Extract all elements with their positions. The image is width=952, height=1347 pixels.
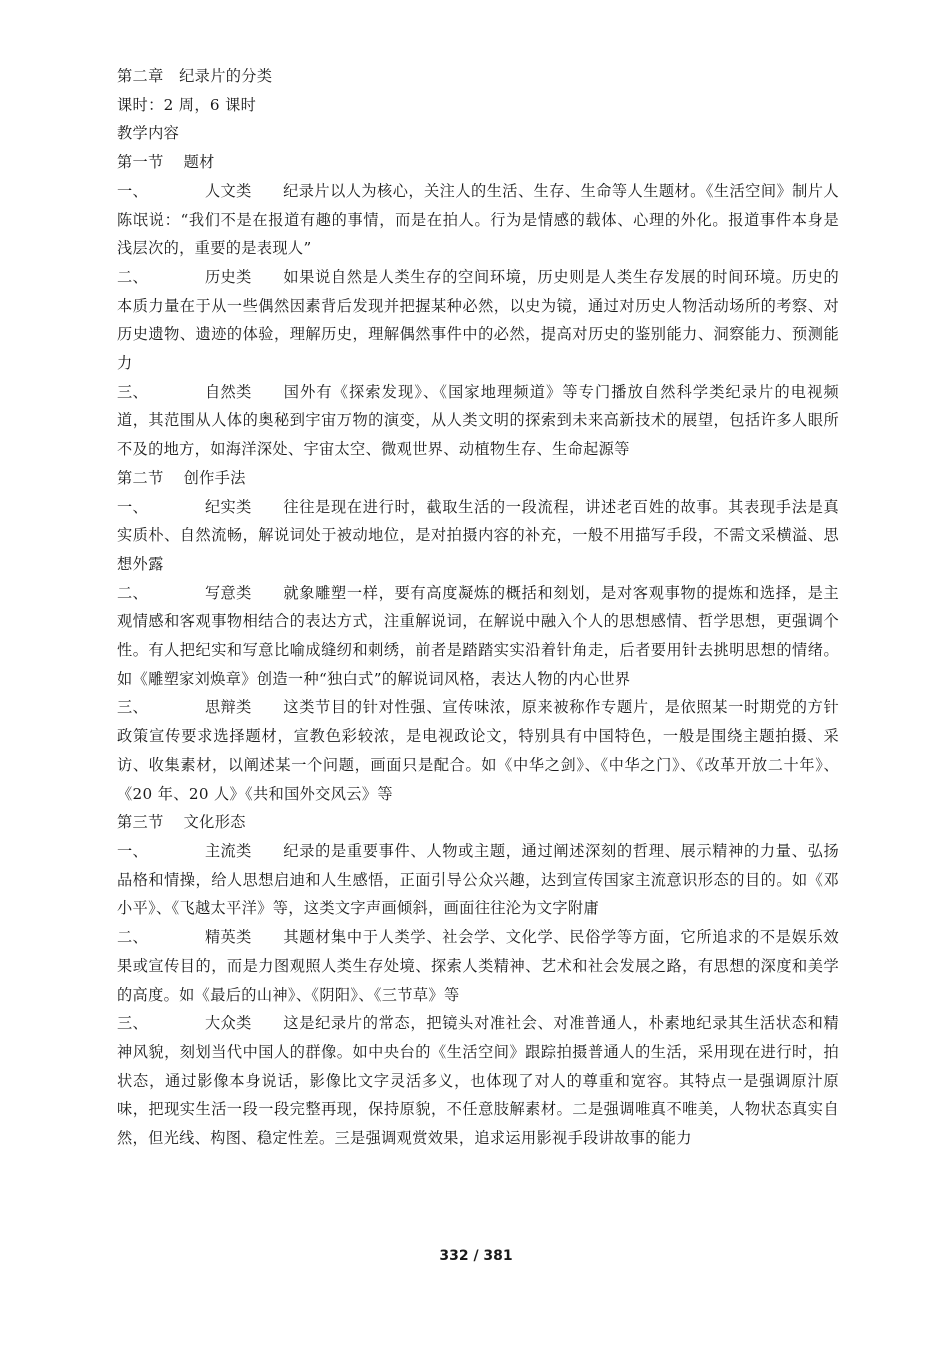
item-number: 二、 bbox=[117, 267, 149, 286]
item-number: 一、 bbox=[117, 841, 149, 860]
list-item bbox=[117, 1009, 839, 1153]
chapter-title: 第二章 纪录片的分类 bbox=[117, 67, 273, 85]
class-hours: 课时：2 周，6 课时 bbox=[117, 95, 257, 114]
item-number: 二、 bbox=[117, 583, 149, 602]
item-category: 纪实类 bbox=[205, 497, 252, 516]
item-category: 写意类 bbox=[205, 583, 252, 602]
teaching-content-heading: 教学内容 bbox=[117, 124, 180, 143]
item-text: 就象雕塑一样，要有高度凝炼的概括和刻划，是对客观事物的提炼和选择，是主观情感和客观事物相结合的表达方式，注重解说词，在解说中融入个人的思想感情、哲学思想，更强调个性。有人把纪实和写意比喻成缝纫和刺绣，前者是踏踏实实沿着针角走，后者要用针去挑明思想的情绪。如《雕塑家刘焕章》创造一种“独白式”的解说词风格，表达人物的内心世界 bbox=[117, 583, 839, 688]
item-category: 人文类 bbox=[205, 181, 252, 200]
section-title: 题材 bbox=[183, 153, 215, 172]
item-category: 思辩类 bbox=[205, 698, 252, 717]
item-category: 精英类 bbox=[205, 928, 252, 947]
item-category: 主流类 bbox=[205, 841, 252, 860]
item-text: 这是纪录片的常态，把镜头对准社会、对准普通人，朴素地纪录其生活状态和精神风貌，刻划当代中国人的群像。如中央台的《生活空间》跟踪拍摄普通人的生活，采用现在进行时，拍状态，通过影像本身说话，影像比文字灵活多义，也体现了对人的尊重和宽容。其特点一是强调原汁原味，把现实生活一段一段完整再现，保持原貌，不任意肢解素材。二是强调唯真不唯美，人物状态真实自然，但光线、构图、稳定性差。三是强调观赏效果，追求运用影视手段讲故事的能力 bbox=[117, 1014, 839, 1148]
item-text: 这类节目的针对性强、宣传味浓，原来被称作专题片，是依照某一时期党的方针政策宣传要求选择题材，宣教色彩较浓，是电视政论文，特别具有中国特色，一般是围绕主题拍摄、采访、收集素材，以阐述某一个问题，画面只是配合。如《中华之剑》、《中华之门》、《改革开放二十年》、《20 年、20 人》《共和国外交风云》等 bbox=[117, 698, 839, 803]
item-text: 往往是现在进行时，截取生活的一段流程，讲述老百姓的故事。其表现手法是真实质朴、自然流畅，解说词处于被动地位，是对拍摄内容的补充，一般不用描写手段，不需文采横溢、思想外露 bbox=[117, 497, 839, 573]
item-text: 如果说自然是人类生存的空间环境，历史则是人类生存发展的时间环境。历史的本质力量在于从一些偶然因素背后发现并把握某种必然，以史为镜，通过对历史人物活动场所的考察、对历史遗物、遗迹的体验，理解历史，理解偶然事件中的必然，提高对历史的鉴别能力、洞察能力、预测能力 bbox=[117, 267, 839, 373]
list-item bbox=[117, 493, 839, 579]
list-item bbox=[117, 693, 839, 808]
item-number: 一、 bbox=[117, 181, 149, 200]
section-title: 文化形态 bbox=[183, 813, 246, 832]
section-number: 第三节 bbox=[117, 813, 164, 832]
list-item bbox=[117, 177, 839, 263]
item-category: 历史类 bbox=[205, 267, 252, 286]
document-body bbox=[117, 62, 839, 1153]
item-text: 其题材集中于人类学、社会学、文化学、民俗学等方面，它所追求的不是娱乐效果或宣传目的，而是力图观照人类生存处境、探索人类精神、艺术和社会发展之路，有思想的深度和美学的高度。如《最后的山神》、《阴阳》、《三节草》等 bbox=[117, 928, 839, 1004]
section-title: 创作手法 bbox=[183, 468, 246, 487]
list-item bbox=[117, 378, 839, 464]
item-number: 一、 bbox=[117, 497, 149, 516]
section-heading bbox=[117, 148, 839, 177]
list-item bbox=[117, 923, 839, 1009]
section-heading bbox=[117, 464, 839, 493]
section-heading bbox=[117, 808, 839, 837]
section-number: 第二节 bbox=[117, 468, 164, 487]
item-text: 纪录的是重要事件、人物或主题，通过阐述深刻的哲理、展示精神的力量、弘扬品格和情操，给人思想启迪和人生感悟，正面引导公众兴趣，达到宣传国家主流意识形态的目的。如《邓小平》、《飞越太平洋》等，这类文字声画倾斜，画面往往沦为文字附庸 bbox=[117, 841, 839, 918]
item-text: 纪录片以人为核心，关注人的生活、生存、生命等人生题材。《生活空间》制片人陈氓说：“我们不是在报道有趣的事情，而是在拍人。行为是情感的载体、心理的外化。报道事件本身是浅层次的，重要的是表现人” bbox=[117, 181, 839, 258]
item-number: 三、 bbox=[117, 698, 149, 717]
item-text: 国外有《探索发现》、《国家地理频道》等专门播放自然科学类纪录片的电视频道，其范围从人体的奥秘到宇宙万物的演变，从人类文明的探索到未来高新技术的展望，包括许多人眼所不及的地方，如海洋深处、宇宙太空、微观世界、动植物生存、生命起源等 bbox=[117, 382, 839, 459]
section-number: 第一节 bbox=[117, 153, 164, 172]
item-number: 三、 bbox=[117, 1014, 149, 1033]
item-category: 自然类 bbox=[205, 382, 252, 401]
item-number: 三、 bbox=[117, 382, 149, 401]
list-item bbox=[117, 837, 839, 923]
list-item bbox=[117, 263, 839, 378]
page-number: 332 / 381 bbox=[439, 1248, 513, 1264]
item-category: 大众类 bbox=[205, 1014, 252, 1033]
item-number: 二、 bbox=[117, 928, 149, 947]
list-item bbox=[117, 579, 839, 694]
